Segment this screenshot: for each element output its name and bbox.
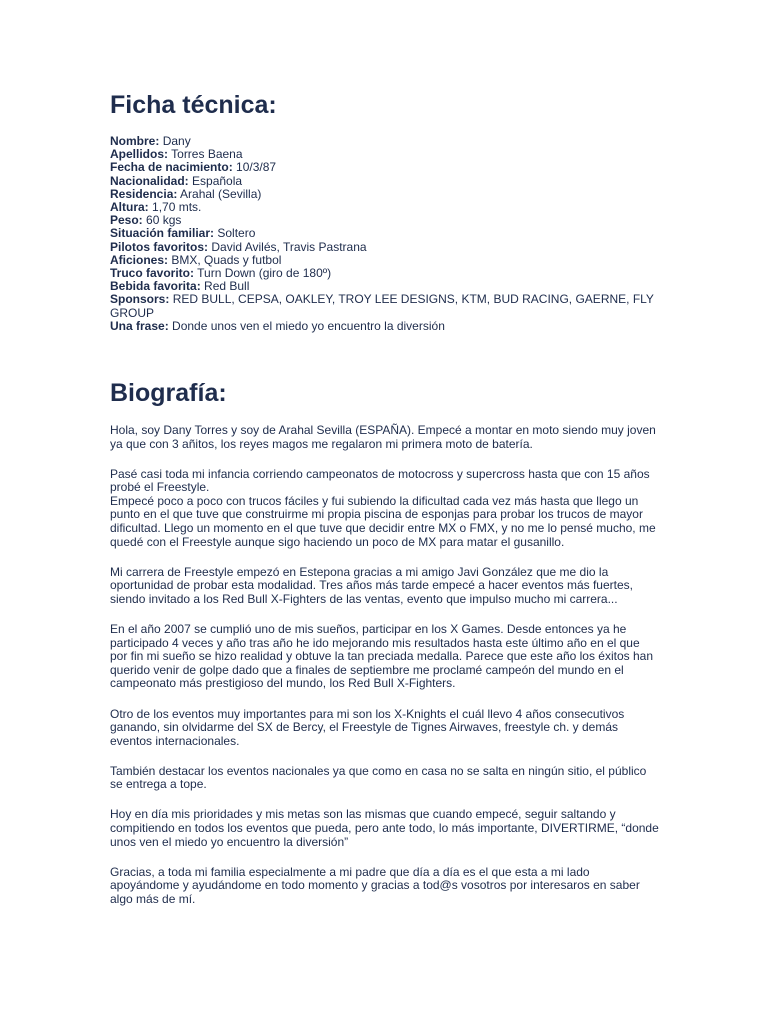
field-value: Arahal (Sevilla)	[180, 186, 262, 201]
field-label: Bebida favorita:	[110, 279, 201, 294]
bio-paragraph-2: Pasé casi toda mi infancia corriendo campeonatos de motocross y supercross hasta que con 15 años probé el Freestyle. Empecé poco a poco con trucos fáciles y fui subiendo la dificultad cada vez más hasta que llego un punto en el que tuve que construirme mi propia piscina de esponjas para probar los trucos de mayor dificultad. Llego un momento en el que tuve que decidir entre MX o FMX, y no me lo pensé mucho, me quedé con el Freestyle aunque sigo haciendo un poco de MX para matar el gusanillo.	[110, 466, 656, 549]
field-label: Residencia:	[110, 186, 178, 201]
biografia-body	[110, 424, 660, 923]
bio-paragraph-7: Hoy en día mis prioridades y mis metas son las mismas que cuando empecé, seguir saltando y compitiendo en todos los eventos que pueda, pero ante todo, lo más importante, DIVERTIRME, “donde unos ven el miedo yo encuentro la diversión”	[110, 807, 659, 849]
ficha-row-sponsors	[110, 293, 670, 319]
bio-paragraph-4: En el año 2007 se cumplió uno de mis sueños, participar en los X Games. Desde entonces ya he participado 4 veces y año tras año he ido mejorando mis resultados hasta este último año en el que por fin mi sueño se hizo realidad y obtuve la tan preciada medalla. Parece que este año los éxitos han querido venir de golpe dado que a finales de septiembre me proclamé campeón del mundo en el campeonato más prestigioso del mundo, los Red Bull X-Fighters.	[110, 622, 653, 691]
field-label: Nombre:	[110, 134, 160, 148]
field-label: Fecha de nacimiento:	[110, 160, 233, 175]
field-value: 1,70 mts.	[152, 200, 202, 215]
ficha-row-una-frase	[110, 320, 670, 333]
field-label: Peso:	[110, 213, 143, 228]
field-value: Española	[192, 173, 243, 188]
ficha-tecnica-list	[110, 135, 670, 333]
biografia-heading: Biografía:	[110, 379, 227, 407]
field-label: Altura:	[110, 200, 149, 215]
ficha-tecnica-heading: Ficha técnica:	[110, 91, 277, 119]
bio-paragraph-5: Otro de los eventos muy importantes para mi son los X-Knights el cuál llevo 4 años consecutivos ganando, sin olvidarme del SX de Bercy, el Freestyle de Tignes Airwaves, freestyle ch. y demás eventos internacionales.	[110, 706, 625, 748]
field-value: Red Bull	[204, 279, 250, 294]
bio-paragraph-6: También destacar los eventos nacionales ya que como en casa no se salta en ningún sitio, el público se entrega a tope.	[110, 763, 647, 792]
bio-paragraph-3: Mi carrera de Freestyle empezó en Estepona gracias a mi amigo Javi González que me dio la oportunidad de probar esta modalidad. Tres años más tarde empecé a hacer eventos más fuertes, siendo invitado a los Red Bull X-Fighters de las ventas, evento que impulso mucho mi carrera...	[110, 564, 633, 606]
field-value: Turn Down (giro de 180º)	[197, 266, 332, 281]
field-value: Torres Baena	[171, 147, 243, 162]
field-label: Situación familiar:	[110, 226, 215, 241]
field-value: BMX, Quads y futbol	[171, 252, 282, 267]
field-value: 60 kgs	[146, 213, 182, 228]
field-label: Pilotos favoritos:	[110, 239, 209, 254]
field-value: Soltero	[217, 226, 256, 241]
bio-paragraph-1: Hola, soy Dany Torres y soy de Arahal Sevilla (ESPAÑA). Empecé a montar en moto siendo muy joven ya que con 3 añitos, los reyes magos me regalaron mi primera moto de batería.	[110, 423, 656, 451]
field-label: Aficiones:	[110, 252, 169, 267]
field-value: David Avilés, Travis Pastrana	[211, 239, 367, 254]
field-value: Donde unos ven el miedo yo encuentro la diversión	[172, 318, 445, 333]
field-value: Dany	[162, 134, 191, 148]
field-value: 10/3/87	[236, 160, 277, 175]
field-label: Una frase:	[110, 318, 169, 333]
field-label: Truco favorito:	[110, 266, 195, 281]
field-label: Nacionalidad:	[110, 173, 189, 188]
ficha-row-altura	[110, 201, 670, 214]
field-value: RED BULL, CEPSA, OAKLEY, TROY LEE DESIGNS, KTM, BUD RACING, GAERNE, FLY GROUP	[110, 292, 654, 320]
field-label: Sponsors:	[110, 292, 170, 307]
field-label: Apellidos:	[110, 147, 169, 162]
bio-paragraph-8: Gracias, a toda mi familia especialmente a mi padre que día a día es el que esta a mi lado apoyándome y ayudándome en todo momento y gracias a tod@s vosotros por interesaros en saber algo más de mí.	[110, 864, 640, 906]
